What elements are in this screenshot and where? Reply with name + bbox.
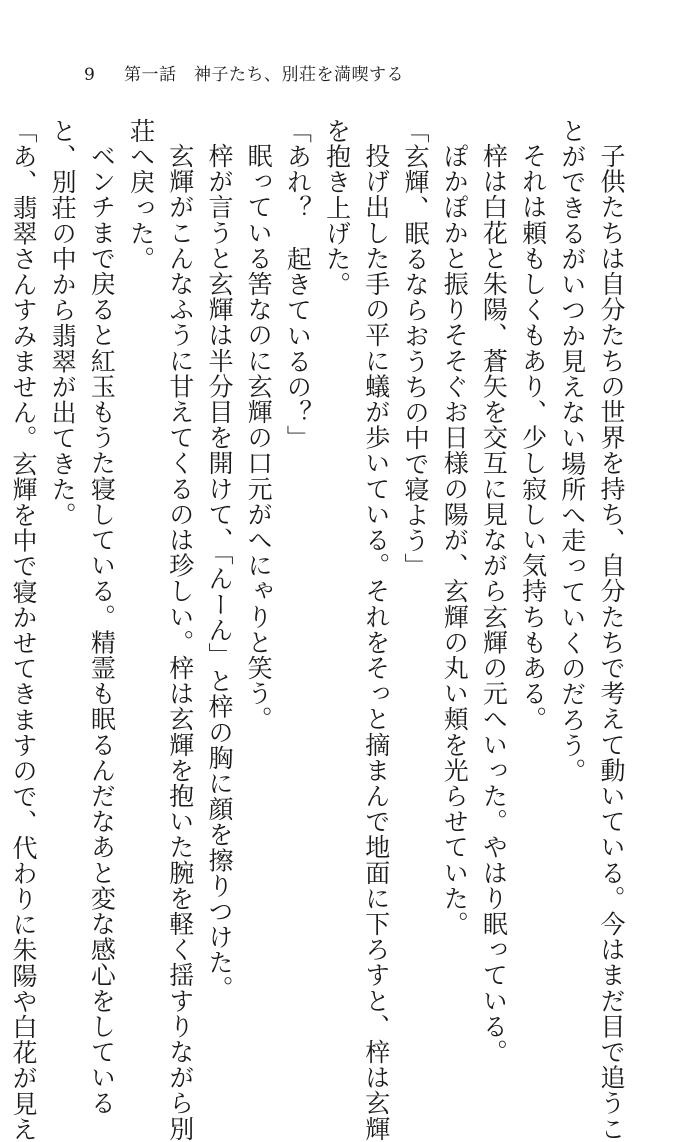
text-line: 梓が言うと玄輝は半分目を開けて、「んーん」と梓の胸に顔を擦りつけた。	[204, 143, 234, 1001]
body-text	[0, 118, 631, 1142]
text-line: 玄輝がこんなふうに甘えてくるのは珍しい。梓は玄輝を抱いた腕を軽く揺すりながら別	[165, 143, 195, 1142]
text-line: 眠っている筈なのに玄輝の口元がへにゃりと笑う。	[244, 143, 274, 732]
page-number: 9	[84, 65, 96, 85]
text-line: ベンチまで戻ると紅玉もうた寝している。精霊も眠るんだなあと変な感心をしている	[87, 143, 117, 1116]
text-line: 「あ、翡翠さんすみません。玄輝を中で寝かせてきますので、代わりに朱陽や白花が見え	[8, 118, 38, 1142]
text-line: を抱き上げた。	[322, 118, 352, 298]
text-line: ぽかぽかと振りそそぐお日様の陽が、玄輝の丸い頬を光らせていた。	[440, 143, 470, 937]
text-line: 子供たちは自分たちの世界を持ち、自分たちで考えて動いている。今はまだ目で追うこ	[597, 143, 626, 1142]
text-line: 「玄輝、眠るならおうちの中で寝よう」	[400, 118, 430, 579]
running-head	[84, 60, 404, 85]
text-line: 荘へ戻った。	[126, 118, 156, 272]
text-line: 「あれ？ 起きているの？」	[283, 118, 313, 451]
text-line: 梓は白花と朱陽、蒼矢を交互に見ながら玄輝の元へいった。やはり眠っている。	[479, 143, 509, 1065]
text-line: それは頼もしくもあり、少し寂しい気持ちもある。	[518, 143, 548, 732]
text-line: 投げ出した手の平に蟻が歩いている。それをそっと摘まんで地面に下ろすと、梓は玄輝	[361, 143, 391, 1142]
text-line: と、別荘の中から翡翠が出てきた。	[48, 118, 78, 528]
chapter-title: 第一話 神子たち、別荘を満喫する	[124, 65, 404, 85]
text-line: とができるがいつか見えない場所へ走っていくのだろう。	[557, 118, 587, 784]
